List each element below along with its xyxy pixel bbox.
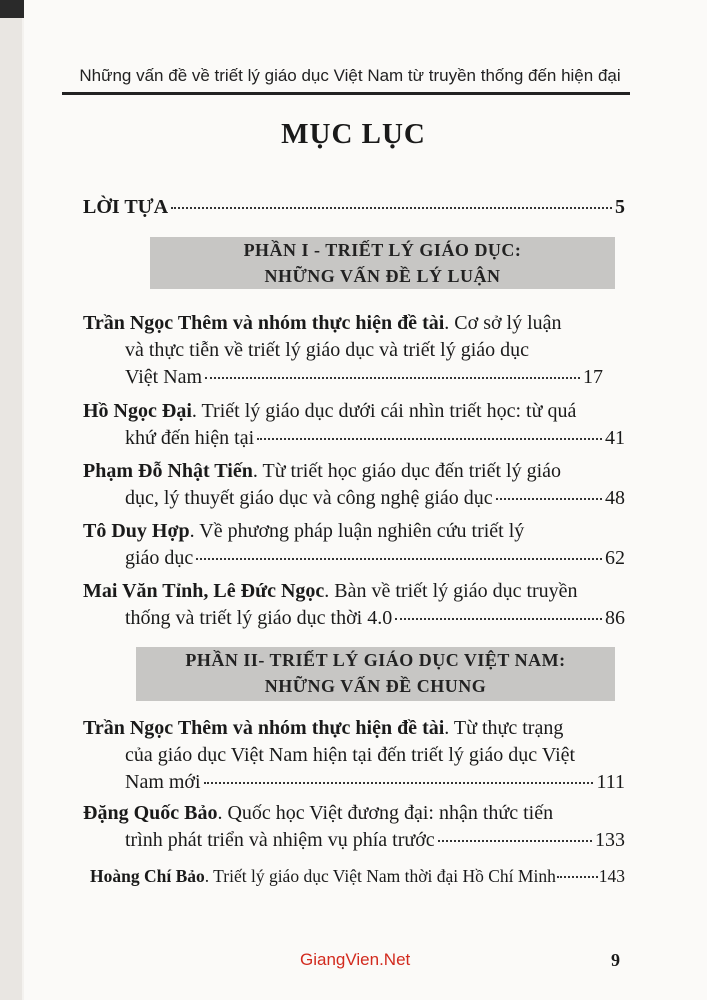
page-number: 62 — [605, 547, 625, 569]
entry-author: Hồ Ngọc Đại — [83, 400, 192, 422]
entry-title-cont: dục, lý thuyết giáo dục và công nghệ giáo dục — [125, 487, 493, 509]
entry-title: . Từ triết học giáo dục đến triết lý giáo — [252, 460, 562, 482]
entry-author: Phạm Đỗ Nhật Tiến — [83, 460, 253, 482]
entry-title: . Từ thực trạng — [444, 717, 564, 739]
toc-entry[interactable] — [83, 458, 625, 512]
toc-entry[interactable] — [83, 398, 625, 452]
toc-title: MỤC LỤC — [281, 118, 426, 150]
toc-entry[interactable] — [83, 578, 625, 632]
entry-title: . Quốc học Việt đương đại: nhận thức tiến — [217, 802, 554, 824]
entry-author: Trần Ngọc Thêm và nhóm thực hiện đề tài — [83, 312, 445, 334]
entry-author: Hoàng Chí Bảo — [90, 866, 205, 886]
toc-entry[interactable] — [83, 518, 625, 572]
preface-label: LỜI TỰA — [83, 196, 169, 218]
toc-entry[interactable] — [90, 866, 625, 887]
entry-title-cont: Nam mới — [125, 771, 201, 793]
toc-entry[interactable] — [83, 800, 625, 854]
dot-leader — [496, 498, 602, 500]
entry-author: Trần Ngọc Thêm và nhóm thực hiện đề tài — [83, 717, 445, 739]
toc-entry[interactable] — [83, 715, 625, 796]
dot-leader — [395, 618, 602, 620]
dot-leader — [257, 438, 602, 440]
running-header: Những vấn đề về triết lý giáo dục Việt Nam từ truyền thống đến hiện đại — [79, 66, 621, 85]
page-number: 17 — [583, 366, 603, 388]
entry-title: . Bàn về triết lý giáo dục truyền — [324, 580, 578, 602]
entry-title-cont: khứ đến hiện tại — [125, 427, 255, 449]
part-heading-2 — [136, 647, 615, 701]
dot-leader — [171, 207, 612, 209]
page-number: 86 — [605, 607, 625, 629]
entry-author: Đặng Quốc Bảo — [83, 802, 218, 824]
entry-title-cont: Việt Nam — [125, 366, 203, 388]
dot-leader — [196, 558, 602, 560]
entry-title: . Về phương pháp luận nghiên cứu triết lý — [189, 520, 525, 542]
page-number-footer: 9 — [611, 950, 620, 970]
entry-title: . Cơ sở lý luận — [444, 312, 562, 334]
header-rule — [62, 92, 630, 95]
part-heading-line: PHẦN II- TRIẾT LÝ GIÁO DỤC VIỆT NAM: — [185, 650, 566, 670]
dot-leader — [557, 876, 598, 878]
toc-entry[interactable] — [83, 310, 603, 391]
dot-leader — [205, 377, 580, 379]
entry-title: . Triết lý giáo dục dưới cái nhìn triết học: từ quá — [191, 400, 577, 422]
toc-entry-preface[interactable] — [83, 196, 625, 219]
page-number: 143 — [598, 866, 625, 886]
entry-author: Tô Duy Hợp — [83, 520, 190, 542]
page-number: 111 — [596, 771, 625, 793]
page-number: 41 — [605, 427, 625, 449]
entry-title-cont: giáo dục — [125, 547, 194, 569]
entry-title-cont: trình phát triển và nhiệm vụ phía trước — [125, 829, 435, 851]
page-number: 48 — [605, 487, 625, 509]
dot-leader — [204, 782, 594, 784]
watermark: GiangVien.Net — [300, 950, 411, 969]
dot-leader — [438, 840, 592, 842]
entry-author: Mai Văn Tỉnh, Lê Đức Ngọc — [83, 580, 325, 602]
entry-title-cont: thống và triết lý giáo dục thời 4.0 — [125, 607, 393, 629]
page-number: 133 — [595, 829, 625, 851]
part-heading-1 — [150, 237, 615, 289]
page-number: 5 — [615, 196, 625, 218]
part-heading-line: NHỮNG VẤN ĐỀ CHUNG — [264, 676, 487, 696]
part-heading-line: NHỮNG VẤN ĐỀ LÝ LUẬN — [264, 266, 501, 286]
entry-title-cont: của giáo dục Việt Nam hiện tại đến triết lý giáo dục Việt — [125, 744, 576, 766]
entry-title-cont: và thực tiễn về triết lý giáo dục và triết lý giáo dục — [125, 339, 530, 361]
entry-title: . Triết lý giáo dục Việt Nam thời đại Hồ Chí Minh — [204, 866, 556, 886]
part-heading-line: PHẦN I - TRIẾT LÝ GIÁO DỤC: — [243, 240, 522, 260]
